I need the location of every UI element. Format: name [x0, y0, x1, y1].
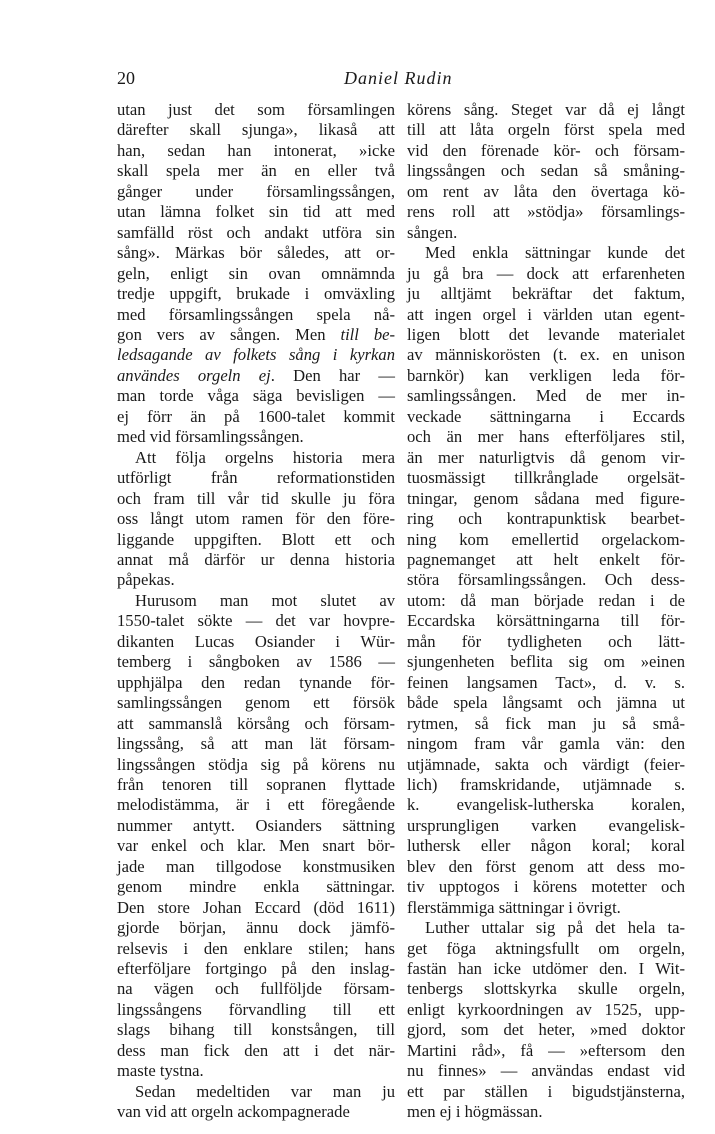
text-line: tenbergs slottskyrka skulle orgeln,: [407, 979, 685, 999]
text-line: nummer antytt. Osianders sättning: [117, 815, 395, 835]
text-line: utom: då man började redan i de: [407, 590, 685, 610]
right-column: [407, 100, 685, 1123]
text-line: störa församlingssången. Och dess-: [407, 570, 685, 590]
text-line: ju alltjämt bekräftar det faktum,: [407, 284, 685, 304]
text-line: Med enkla sättningar kunde det: [425, 243, 685, 263]
text-line: ligen blott det levande materialet: [407, 324, 685, 344]
text-line: enligt kyrkoordningen av 1525, upp-: [407, 999, 685, 1019]
text-line: nu finnes» — användas endast vid: [407, 1061, 685, 1081]
text-line: utan just det som församlingen: [117, 100, 395, 119]
text-line: än mer naturligtvis då genom vir-: [407, 447, 685, 467]
text-line: tuosmässigt tillkrånglade orgelsät-: [407, 468, 685, 488]
text-line: ej förr än på 1600-talet kommit: [117, 406, 395, 426]
text-line: efterföljare fortgingo på den inslag-: [117, 959, 395, 979]
text-line: användes orgeln ej. Den har —: [117, 365, 395, 385]
text-line: Eccardska körsättningarna till för-: [407, 611, 685, 631]
text-line: var enkel och klar. Men snart bör-: [117, 836, 395, 856]
text-line: lingssång, så att man lät försam-: [117, 734, 395, 754]
text-line: annat må därför ur denna historia: [117, 549, 395, 569]
text-line: upphjälpa den redan tynande för-: [117, 672, 395, 692]
text-line: och fram till vår tid skulle ju föra: [117, 488, 395, 508]
text-line: dikanten Lucas Osiander i Wür-: [117, 631, 395, 651]
text-line: Sedan medeltiden var man ju: [135, 1081, 395, 1101]
text-line: från tenoren till sopranen flyttade: [117, 774, 395, 794]
text-line: att ingen orgel i världen utan egent-: [407, 304, 685, 324]
text-line: samlingssången genom ett försök: [117, 693, 395, 713]
text-line: skall spela mer än en eller två: [117, 161, 395, 181]
text-line: lich) framskridande, utjämnade s.: [407, 774, 685, 794]
text-line: pagnemanget att helt enkelt för-: [407, 549, 685, 569]
text-line: sång». Märkas bör således, att or-: [117, 243, 395, 263]
text-line: jade man tillgodose konstmusiken: [117, 856, 395, 876]
text-line: lingssången och sedan så småning-: [407, 161, 685, 181]
text-line: na vägen och fullföljde försam-: [117, 979, 395, 999]
text-line: ju gå bra — dock att erfarenheten: [407, 263, 685, 283]
text-line: slags bihang till konstsången, till: [117, 1020, 395, 1040]
text-line: blev den först genom att dess mo-: [407, 856, 685, 876]
text-line: rytmen, så fick man ju så små-: [407, 713, 685, 733]
text-line: flerstämmiga sättningar i övrigt.: [407, 897, 621, 917]
text-line: men ej i högmässan.: [407, 1102, 543, 1122]
text-line: med församlingssången spela nå-: [117, 304, 395, 324]
text-line: feinen langsamen Tact», d. v. s.: [407, 672, 685, 692]
text-line: liggande uppgiften. Blott ett och: [117, 529, 395, 549]
text-line: van vid att orgeln ackompagnerade: [117, 1102, 350, 1122]
text-line: man torde våga säga bevisligen —: [117, 386, 395, 406]
text-line: oss långt utom ramen för den före-: [117, 509, 395, 529]
text-line: påpekas.: [117, 570, 175, 590]
text-line: tredje uppgift, brukade i omväxling: [117, 284, 395, 304]
text-line: fastän han icke utdömer den. I Wit-: [407, 959, 685, 979]
text-line: han, sedan han intonerat, »icke: [117, 140, 395, 160]
text-line: geln, enligt sin ovan omnämnda: [117, 263, 395, 283]
text-line: ledsagande av folkets sång i kyrkan: [117, 345, 395, 365]
text-line: lingssångens förvandling till ett: [117, 999, 395, 1019]
text-line: Hurusom man mot slutet av: [135, 590, 395, 610]
text-line: gånger under församlingssången,: [117, 181, 395, 201]
text-line: därefter skall sjunga», likaså att: [117, 120, 395, 140]
text-line: temberg i sångboken av 1586 —: [117, 652, 395, 672]
text-line: ningom fram vår gamla vän: den: [407, 734, 685, 754]
text-line: 1550-talet sökte — det var hovpre-: [117, 611, 395, 631]
text-line: ett par ställen i bigudstjänsterna,: [407, 1081, 685, 1101]
text-line: ring och kontrapunktisk bearbet-: [407, 509, 685, 529]
text-line: till att låta orgeln först spela med: [407, 120, 685, 140]
text-line: av människorösten (t. ex. en unison: [407, 345, 685, 365]
text-line: genom mindre enkla sättningar.: [117, 877, 395, 897]
text-line: ursprungligen varken evangelisk-: [407, 815, 685, 835]
text-line: dess man fick den att i det när-: [117, 1040, 395, 1060]
text-line: körens sång. Steget var då ej långt: [407, 100, 685, 119]
text-line: relsevis i den enklare stilen; hans: [117, 938, 395, 958]
text-line: tiv upptogos i körens motetter och: [407, 877, 685, 897]
text-line: gjord, som det heter, »med doktor: [407, 1020, 685, 1040]
text-line: Att följa orgelns historia mera: [135, 447, 395, 467]
text-line: Luther uttalar sig på det hela ta-: [425, 918, 685, 938]
text-line: melodistämma, är i ett föregående: [117, 795, 395, 815]
text-line: om rent av låta den övertaga kö-: [407, 181, 685, 201]
text-line: ning kom emellertid orgelackom-: [407, 529, 685, 549]
text-line: att sammanslå körsång och försam-: [117, 713, 395, 733]
page-number: 20: [117, 68, 135, 88]
text-line: Den store Johan Eccard (död 1611): [117, 897, 395, 917]
text-line: sången.: [407, 222, 458, 242]
text-line: med vid församlingssången.: [117, 427, 304, 447]
text-line: Martini råd», få — »eftersom den: [407, 1040, 685, 1060]
text-line: maste tystna.: [117, 1061, 204, 1081]
left-column: [117, 100, 395, 1123]
text-line: utjämnade, sakta och värdigt (feier-: [407, 754, 685, 774]
text-line: både spela långsamt och jämna ut: [407, 693, 685, 713]
text-line: gjorde början, ännu dock jämfö-: [117, 918, 395, 938]
text-line: samfälld röst och andakt utföra sin: [117, 222, 395, 242]
text-line: utan lämna folket sin tid att med: [117, 202, 395, 222]
text-line: get föga aktningsfullt om orgeln,: [407, 938, 685, 958]
text-line: tningar, genom sådana med figure-: [407, 488, 685, 508]
text-line: barnkör) kan verkligen leda för-: [407, 365, 685, 385]
text-line: utförligt från reformationstiden: [117, 468, 395, 488]
text-line: sjungenheten beflita sig om »einen: [407, 652, 685, 672]
text-line: och än mer hans efterföljares stil,: [407, 427, 685, 447]
text-line: mån för tydligheten och lätt-: [407, 631, 685, 651]
text-line: luthersk eller någon koral; koral: [407, 836, 685, 856]
text-line: gon vers av sången. Men till be-: [117, 324, 396, 344]
text-line: k. evangelisk-lutherska koralen,: [407, 795, 685, 815]
text-line: vid den förenade kör- och försam-: [407, 140, 685, 160]
text-line: lingssången stödja sig på körens nu: [117, 754, 395, 774]
text-line: veckade sättningarna i Eccards: [407, 406, 685, 426]
text-line: samlingssången. Med de mer in-: [407, 386, 685, 406]
running-head: Daniel Rudin: [344, 68, 453, 88]
text-line: rens roll att »stödja» församlings-: [407, 202, 685, 222]
